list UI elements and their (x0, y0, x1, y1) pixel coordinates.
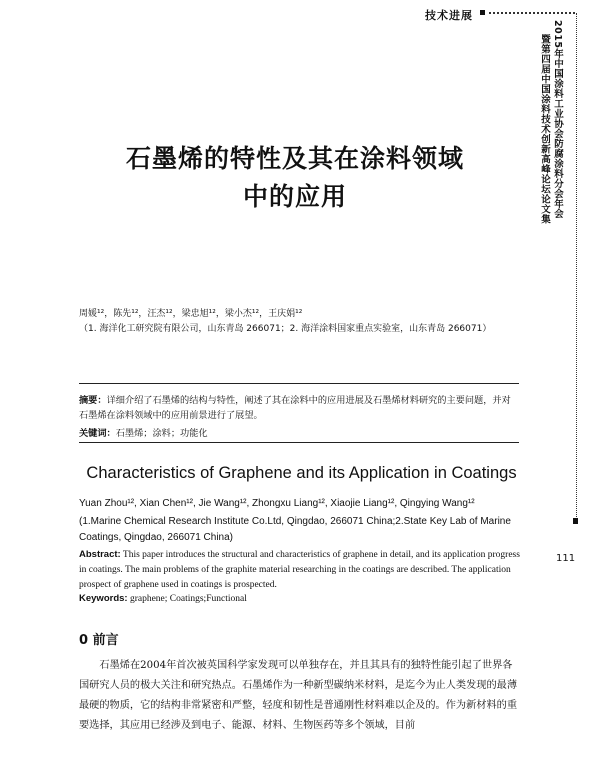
side-dotted-line (576, 13, 577, 523)
keywords-cn-text: 石墨烯；涂料；功能化 (115, 428, 208, 439)
paper-title-cn (70, 140, 520, 216)
page-number: 111 (556, 553, 576, 564)
section-header-label: 技术进展 (425, 9, 473, 22)
affiliation-en: (1.Marine Chemical Research Institute Co.Ltd, Qingdao, 266071 China;2.State Key Lab of Marine Coatings, Qingdao, 266071 China) (79, 516, 511, 543)
authors-en: Yuan Zhou¹², Xian Chen¹², Jie Wang¹², Zhongxu Liang¹², Xiaojie Liang¹², Qingying Wang¹² (79, 498, 475, 509)
section-heading: 0 前言 (79, 633, 119, 648)
keywords-en-text: graphene; Coatings;Functional (129, 594, 247, 604)
paper-title-en: Characteristics of Graphene and its Application in Coatings (86, 464, 517, 482)
header-dotted-rule (489, 12, 575, 14)
keywords-en-label: Keywords: (79, 593, 128, 604)
side-collection-title-line1: 2015年中国涂料工业协会防腐涂料分会年会 (552, 20, 563, 219)
abstract-en-text: This paper introduces the structural and characteristics of graphene in detail, and its application progress in coatings. The main problems of the graphite material researching in the coatings are described. The application prospect of graphene used in coatings is prospected. (79, 550, 520, 590)
abstract-cn (79, 393, 519, 423)
paper-title-cn-line2: 中的应用 (242, 182, 347, 211)
keywords-cn (79, 425, 208, 439)
paper-title-cn-line1: 石墨烯的特性及其在涂料领域 (125, 144, 464, 173)
abstract-cn-text: 详细介绍了石墨烯的结构与特性，阐述了其在涂料中的应用进展及石墨烯材料研究的主要问题，并对石墨烯在涂料领域中的应用前景进行了展望。 (79, 395, 511, 421)
keywords-cn-label: 关键词： (79, 428, 116, 439)
keywords-en (79, 593, 247, 604)
side-line-marker (573, 518, 578, 524)
abstract-en (79, 547, 522, 593)
abstract-bottom-rule (79, 442, 519, 443)
affiliation-cn: （1. 海洋化工研究院有限公司，山东青岛 266071；2. 海洋涂料国家重点实验室，山东青岛 266071） (79, 324, 492, 334)
section-paragraph: 石墨烯在2004年首次被英国科学家发现可以单独存在，并且其具有的独特性能引起了世界各国研究人员的极大关注和研究热点。石墨烯作为一种新型碳纳米材料，是迄今为止人类发现的最薄最硬的物质，它的结构非常紧密和严整，轻度和韧性是普通刚性材料难以企及的。作为新材料的重要选择，其应用已经涉及到电子、能源、材料、生物医药等多个领域，目前 (79, 660, 518, 731)
header-square-bullet (480, 10, 485, 15)
side-collection-title-line2: 暨第四届中国涂料技术创新高峰论坛论文集 (539, 34, 550, 224)
abstract-en-label: Abstract: (79, 549, 121, 560)
abstract-cn-label: 摘要： (79, 395, 107, 406)
authors-cn: 周媛¹²，陈先¹²，汪杰¹²，梁忠旭¹²，梁小杰¹²，王庆娟¹² (79, 309, 303, 319)
abstract-top-rule (79, 383, 519, 384)
